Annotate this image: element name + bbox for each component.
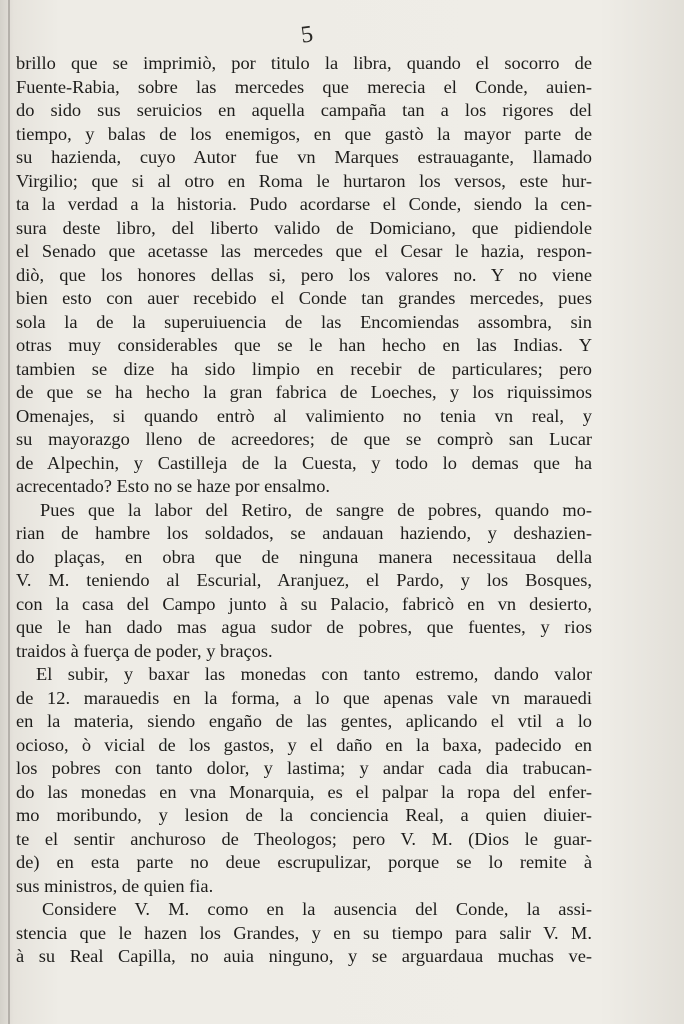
text-line: Omenajes, si quando entrò al valimiento no tenia vn real, y xyxy=(16,405,592,426)
text-line: Virgilio; que si al otro en Roma le hurtaron los versos, este hur- xyxy=(16,170,592,191)
page-number: 5 xyxy=(299,21,315,49)
text-line: te el sentir anchuroso de Theologos; pero V. M. (Dios le guar- xyxy=(16,828,592,849)
text-line: V. M. teniendo al Escurial, Aranjuez, el Pardo, y los Bosques, xyxy=(16,570,592,590)
text-line: bien esto con auer recebido el Conde tan grandes mercedes, pues xyxy=(16,288,592,308)
text-line: diò, que los honores dellas si, pero los valores no. Y no viene xyxy=(16,264,592,285)
text-line: su hazienda, cuyo Autor fue vn Marques estrauagante, llamado xyxy=(16,147,592,167)
text-line: rian de hambre los soldados, se andauan haziendo, y deshazien- xyxy=(16,523,592,543)
text-line: sus ministros, de quien fia. xyxy=(16,875,214,896)
text-line: stencia que le hazen los Grandes, y en su tiempo para salir V. M. xyxy=(16,922,592,943)
page-gutter xyxy=(8,0,10,1024)
text-line: brillo que se imprimiò, por titulo la libra, quando el socorro de xyxy=(16,53,592,73)
text-line: do plaças, en obra que de ninguna manera necessitaua della xyxy=(16,546,592,567)
text-line: de que se ha hecho la gran fabrica de Loeches, y los riquissimos xyxy=(16,382,592,402)
text-line: acrecentado? Esto no se haze por ensalmo. xyxy=(16,476,331,496)
body-text xyxy=(16,52,592,969)
text-line: traidos à fuerça de poder, y braços. xyxy=(16,640,273,661)
text-line: de Alpechin, y Castilleja de la Cuesta, y todo lo demas que ha xyxy=(16,452,592,473)
text-line: à su Real Capilla, no auia ninguno, y se arguardaua muchas ve- xyxy=(16,946,592,966)
text-line: Fuente-Rabia, sobre las mercedes que merecia el Conde, auien- xyxy=(16,76,592,97)
text-line: Considere V. M. como en la ausencia del Conde, la assi- xyxy=(42,899,592,919)
text-line: los pobres con tanto dolor, y lastima; y andar cada dia trabucan- xyxy=(16,758,592,778)
text-line: ta la verdad a la historia. Pudo acordarse el Conde, siendo la cen- xyxy=(16,194,592,214)
text-line: ocioso, ò vicial de los gastos, y el daño en la baxa, padecido en xyxy=(16,734,592,755)
text-line: sola la de la superuiuencia de las Encomiendas assombra, sin xyxy=(16,311,592,332)
text-line: tambien se dize ha sido limpio en recebir de particulares; pero xyxy=(16,358,592,379)
text-line: su mayorazgo lleno de acreedores; de que se comprò san Lucar xyxy=(16,429,592,449)
text-line: do las monedas en vna Monarquia, es el palpar la ropa del enfer- xyxy=(16,781,592,802)
text-line: El subir, y baxar las monedas con tanto estremo, dando valor xyxy=(36,664,592,684)
text-line: otras muy considerables que se le han hecho en las Indias. Y xyxy=(16,335,592,355)
text-line: do sido sus seruicios en aquella campaña tan a los rigores del xyxy=(16,100,592,120)
text-line: mo moribundo, y lesion de la conciencia Real, a quien diuier- xyxy=(16,805,592,825)
text-line: de) en esta parte no deue escrupulizar, porque se lo remite à xyxy=(16,852,592,872)
text-line: con la casa del Campo junto à su Palacio, fabricò en vn desierto, xyxy=(16,593,592,614)
text-line: en la materia, siendo engaño de las gentes, aplicando el vtil a lo xyxy=(16,711,592,731)
text-line: que le han dado mas agua sudor de pobres, que fuentes, y rios xyxy=(16,617,592,637)
text-line: Pues que la labor del Retiro, de sangre de pobres, quando mo- xyxy=(40,499,592,520)
text-line: de 12. marauedis en la forma, a lo que apenas vale vn marauedi xyxy=(16,687,592,708)
text-line: sura deste libro, del liberto valido de Domiciano, que pidiendole xyxy=(16,217,592,238)
text-line: tiempo, y balas de los enemigos, en que gastò la mayor parte de xyxy=(16,123,592,144)
text-line: el Senado que acetasse las mercedes que el Cesar le hazia, respon- xyxy=(16,241,592,261)
